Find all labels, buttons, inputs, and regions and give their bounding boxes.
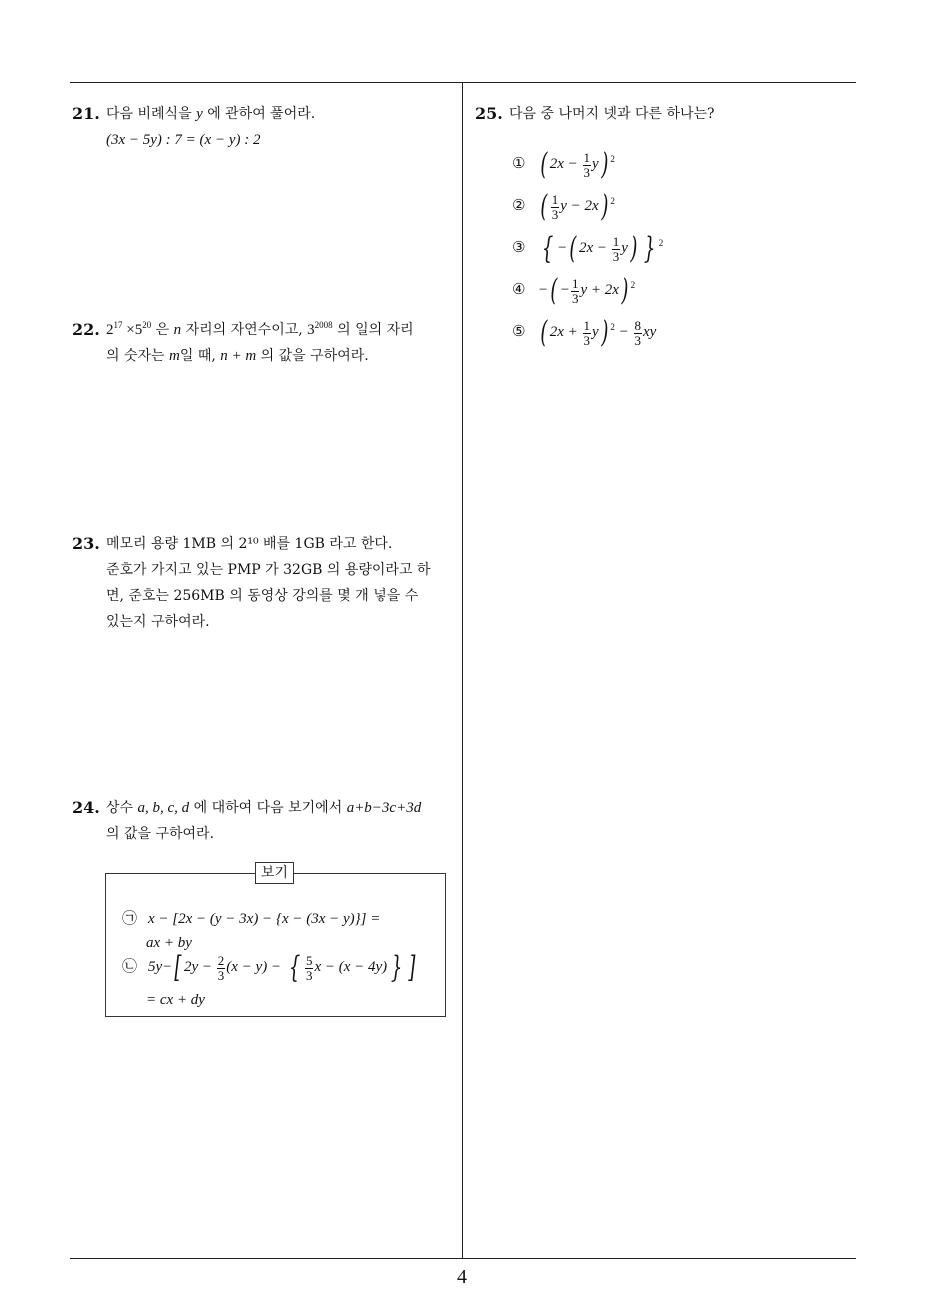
question-text: 의 숫자는 [106, 348, 165, 364]
item-expression: ax + by [146, 935, 192, 951]
item-expression: = cx + dy [146, 992, 205, 1008]
proportion-equation: (3x − 5y) : 7 = (x − y) : 2 [106, 132, 261, 148]
option-expression: ( $\frac{1}{3}$ y − 2x) $^2$ [540, 189, 615, 224]
question-number: 21. [72, 104, 100, 123]
question-24 [72, 795, 457, 847]
option-expression: ( 2x − $\frac{1}{3}$ y) $^2$ [540, 147, 615, 182]
question-text: 에 관하여 풀어라. [207, 106, 316, 122]
fraction: $\frac{1}{3}$ [612, 233, 620, 264]
example-item-1-cont [146, 929, 192, 956]
question-text: 다음 비례식을 [106, 106, 192, 122]
option-mark: ② [512, 196, 526, 215]
constants: a, b, c, d [137, 800, 190, 816]
variable-n: n [173, 322, 182, 338]
power-term: $3^{2008}$ [307, 320, 333, 338]
fraction: $\frac{2}{3}$ [217, 952, 225, 983]
question-line: 있는지 구하여라. [106, 614, 210, 630]
example-item-1 [122, 905, 380, 932]
question-text: 다음 중 나머지 넷과 다른 하나는? [509, 106, 715, 122]
question-21 [72, 101, 452, 153]
question-number: 24. [72, 798, 100, 817]
target-expression: a+b−3c+3d [346, 800, 422, 816]
question-text: 은 [155, 322, 170, 338]
question-number: 22. [72, 320, 100, 339]
bottom-rule [70, 1258, 856, 1259]
variable: y [196, 106, 203, 122]
option-mark: ① [512, 154, 526, 173]
power-product: $2^{17} \times 5^{20}$ [106, 320, 152, 338]
fraction: $\frac{1}{3}$ [583, 317, 590, 348]
question-22 [72, 317, 457, 369]
option-expression: ( 2x + $\frac{1}{3}$ y) $^2$ − $\frac{8}{3}$ xy [540, 315, 657, 350]
fraction: $\frac{8}{3}$ [634, 317, 642, 348]
question-text: 의 값을 구하여라. [106, 826, 215, 842]
question-text: 자리의 자연수이고, [185, 322, 303, 338]
fraction: $\frac{1}{3}$ [583, 149, 590, 180]
example-box-label: 보기 [255, 862, 294, 884]
item-mark: ㉠ [122, 909, 138, 927]
fraction: $\frac{5}{3}$ [305, 952, 313, 983]
item-expression: 5y−[ 2y − $\frac{2}{3}$ (x − y) − { $\frac{5}{3}$ x − (x − 4y) } ] [148, 950, 416, 985]
top-rule [70, 82, 856, 83]
option-2[interactable] [512, 189, 615, 224]
variable-m: m [169, 348, 180, 364]
option-4[interactable] [512, 273, 636, 308]
option-expression: { −( 2x − $\frac{1}{3}$ y) } $^2$ [541, 231, 664, 266]
option-mark: ⑤ [512, 322, 526, 341]
page-number: 4 [457, 1266, 467, 1288]
item-expression: x − [2x − (y − 3x) − {x − (3x − y)}] = [148, 911, 381, 927]
question-text: 의 일의 자리 [337, 322, 414, 338]
option-3[interactable] [512, 231, 664, 266]
option-mark: ③ [512, 238, 526, 257]
fraction: $\frac{1}{3}$ [571, 275, 579, 306]
option-mark: ④ [512, 280, 526, 299]
question-25 [475, 101, 855, 127]
question-text: 일 때, [179, 348, 216, 364]
item-mark: ㉡ [122, 957, 138, 976]
question-text: 에 대하여 다음 보기에서 [193, 800, 343, 816]
question-line: 메모리 용량 1MB 의 2¹⁰ 배를 1GB 라고 한다. [106, 536, 393, 552]
question-23 [72, 531, 457, 635]
sum-expression: n + m [220, 348, 257, 364]
question-line: 면, 준호는 256MB 의 동영상 강의를 몇 개 넣을 수 [106, 588, 419, 604]
question-text: 의 값을 구하여라. [260, 348, 369, 364]
question-text: 상수 [106, 800, 134, 816]
column-divider [462, 82, 463, 1258]
option-expression: −( − $\frac{1}{3}$ y + 2x) $^2$ [538, 273, 636, 308]
fraction: $\frac{1}{3}$ [551, 191, 559, 222]
example-item-2 [122, 950, 418, 985]
question-number: 23. [72, 534, 100, 553]
example-item-2-cont [146, 986, 205, 1013]
question-line: 준호가 가지고 있는 PMP 가 32GB 의 용량이라고 하 [106, 562, 431, 578]
question-number: 25. [475, 104, 503, 123]
option-1[interactable] [512, 147, 615, 182]
option-5[interactable] [512, 315, 657, 350]
answer-options [512, 147, 842, 360]
